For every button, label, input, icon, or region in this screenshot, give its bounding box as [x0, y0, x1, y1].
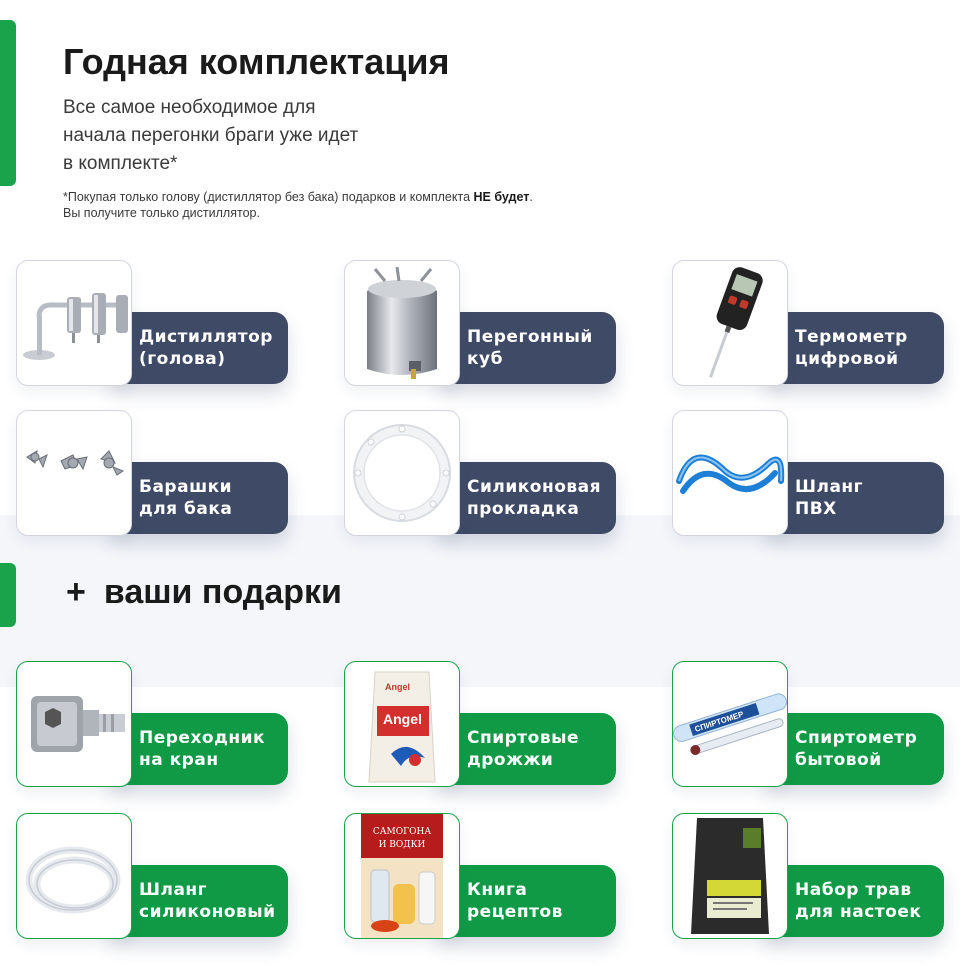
kit-item-label: Термометр цифровой: [795, 327, 908, 369]
kit-item-label-bg: [439, 462, 616, 534]
kit-item-label: Дистиллятор (голова): [139, 327, 273, 369]
book-cover-line-1: САМОГОНА: [372, 827, 432, 837]
note-suffix: .: [529, 190, 533, 204]
gift-item-yeast: [344, 661, 620, 787]
kit-item-label-bg: [767, 312, 944, 384]
kit-item-thermometer: [672, 260, 948, 386]
kit-item-label: Силиконовая прокладка: [467, 477, 602, 519]
gift-item-recipe-book: [344, 813, 620, 939]
gift-item-label: Переходник на кран: [139, 728, 266, 770]
pvc-hose-icon: [672, 410, 788, 536]
kit-item-label: Шланг ПВХ: [795, 477, 864, 519]
plus-icon: +: [66, 573, 86, 611]
gift-item-herb-set: [672, 813, 948, 939]
kit-item-still-pot: [344, 260, 620, 386]
hydrometer-print: СПИРТОМЕР: [693, 709, 745, 734]
kit-item-distiller: [16, 260, 292, 386]
gifts-title: ваши подарки: [103, 573, 342, 611]
distiller-icon: [16, 260, 132, 386]
faucet-adapter-icon: [16, 661, 132, 787]
gift-item-label: Спиртометр бытовой: [795, 728, 918, 770]
herb-set-icon: [672, 813, 788, 939]
gift-item-label-bg: [767, 865, 944, 937]
still-pot-icon: [344, 260, 460, 386]
note-line-2: Вы получите только дистиллятор.: [63, 206, 260, 220]
gift-item-label: Шланг силиконовый: [139, 880, 276, 922]
gift-item-hydrometer: [672, 661, 948, 787]
kit-item-label-bg: [439, 312, 616, 384]
gift-item-silicone-hose: [16, 813, 292, 939]
note-text: *Покупая только голову (дистиллятор без бака) подарков и комплекта: [63, 190, 474, 204]
book-cover-line-2: И ВОДКИ: [378, 840, 426, 850]
wing-nuts-icon: [16, 410, 132, 536]
page-subtitle: Все самое необходимое для начала перегонки браги уже идет в комплекте*: [63, 97, 359, 174]
gifts-accent-bar: [0, 563, 16, 627]
silicone-hose-icon: [16, 813, 132, 939]
purchase-note: [63, 189, 663, 221]
kit-item-wing-nuts: [16, 410, 292, 536]
gift-item-label-bg: [111, 865, 288, 937]
recipe-book-icon: [344, 813, 460, 939]
gift-item-faucet-adapter: [16, 661, 292, 787]
note-emphasis: НЕ будет: [473, 190, 530, 204]
hydrometer-icon: [672, 661, 788, 787]
section-accent-bar: [0, 20, 16, 186]
kit-item-label-bg: [111, 462, 288, 534]
kit-item-label-bg: [111, 312, 288, 384]
gift-item-label: Набор трав для настоек: [795, 880, 922, 922]
gift-item-label-bg: [439, 713, 616, 785]
yeast-pack-icon: [344, 661, 460, 787]
gift-item-label: Книга рецептов: [467, 880, 563, 922]
gift-item-label-bg: [439, 865, 616, 937]
digital-thermometer-icon: [672, 260, 788, 386]
page-title: Годная комплектация: [63, 41, 450, 82]
kit-item-pvc-hose: [672, 410, 948, 536]
gifts-heading: [66, 573, 342, 612]
yeast-brand-small: Angel: [385, 682, 411, 692]
kit-item-label: Барашки для бака: [139, 477, 233, 519]
yeast-brand: Angel: [383, 711, 422, 727]
gift-item-label: Спиртовые дрожжи: [467, 728, 579, 770]
gift-item-label-bg: [767, 713, 944, 785]
kit-item-label: Перегонный куб: [467, 327, 593, 369]
silicone-gasket-icon: [344, 410, 460, 536]
kit-item-label-bg: [767, 462, 944, 534]
gift-item-label-bg: [111, 713, 288, 785]
kit-item-gasket: [344, 410, 620, 536]
